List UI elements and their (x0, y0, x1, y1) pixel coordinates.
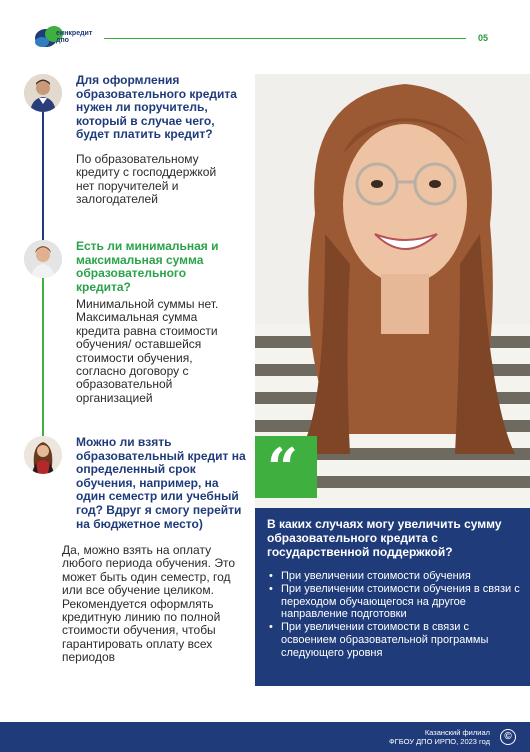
answer-3: Да, можно взять на оплату любого периода обучения. Это может быть один семестр, год или все обучение целиком. Рекомендуется оформлять кредитную линию по полной стоимости обучения, чтобы гарантировать оплату всех периодов (62, 543, 236, 665)
avatar-3 (24, 436, 62, 474)
timeline-line-2 (42, 278, 44, 436)
avatar-1 (24, 74, 62, 112)
quote-box (255, 436, 317, 498)
logo (34, 24, 96, 50)
info-title: В каких случаях могу увеличить сумму образовательного кредита с государственной поддержкой? (267, 517, 502, 559)
logo-text: еинкредит дпо (56, 30, 93, 44)
info-item: • При увеличении стоимости в связи с освоением образовательной программы следующего уровня (267, 621, 525, 659)
info-panel (255, 508, 530, 686)
answer-2: Минимальной суммы нет. Максимальная сумма кредита равна стоимости обучения/ оставшейся стоимости обучения, согласно договору с образовательной организацией (76, 297, 219, 405)
header-divider (104, 38, 466, 39)
avatar-2 (24, 240, 62, 278)
page-number: 05 (478, 33, 489, 43)
copyright-icon: © (500, 729, 516, 745)
question-3: Можно ли взять образовательный кредит на определенный срок обучения, например, на один семестр или учебный год? Вдруг я смогу перейти на бюджетное место) (76, 435, 246, 531)
info-item: • При увеличении стоимости обучения (267, 570, 525, 583)
info-item: • При увеличении стоимости обучения в связи с переходом обучающегося на другое направление подготовки (267, 583, 525, 621)
timeline-line-1 (42, 112, 44, 240)
quote-icon: “ (267, 436, 299, 500)
footer (0, 722, 530, 752)
info-list (267, 570, 525, 660)
footer-line-2: ФГБОУ ДПО ИРПО, 2023 год (388, 737, 490, 746)
footer-text (389, 728, 490, 746)
question-2: Есть ли минимальная и максимальная сумма образовательного кредита? (76, 239, 219, 294)
answer-1: По образовательному кредиту с господдержкой нет поручителей и залогодателей (76, 152, 217, 207)
question-1: Для оформления образовательного кредита нужен ли поручитель, который в случае чего, будет платить кредит? (76, 73, 237, 142)
footer-line-1: Казанский филиал (424, 728, 490, 737)
